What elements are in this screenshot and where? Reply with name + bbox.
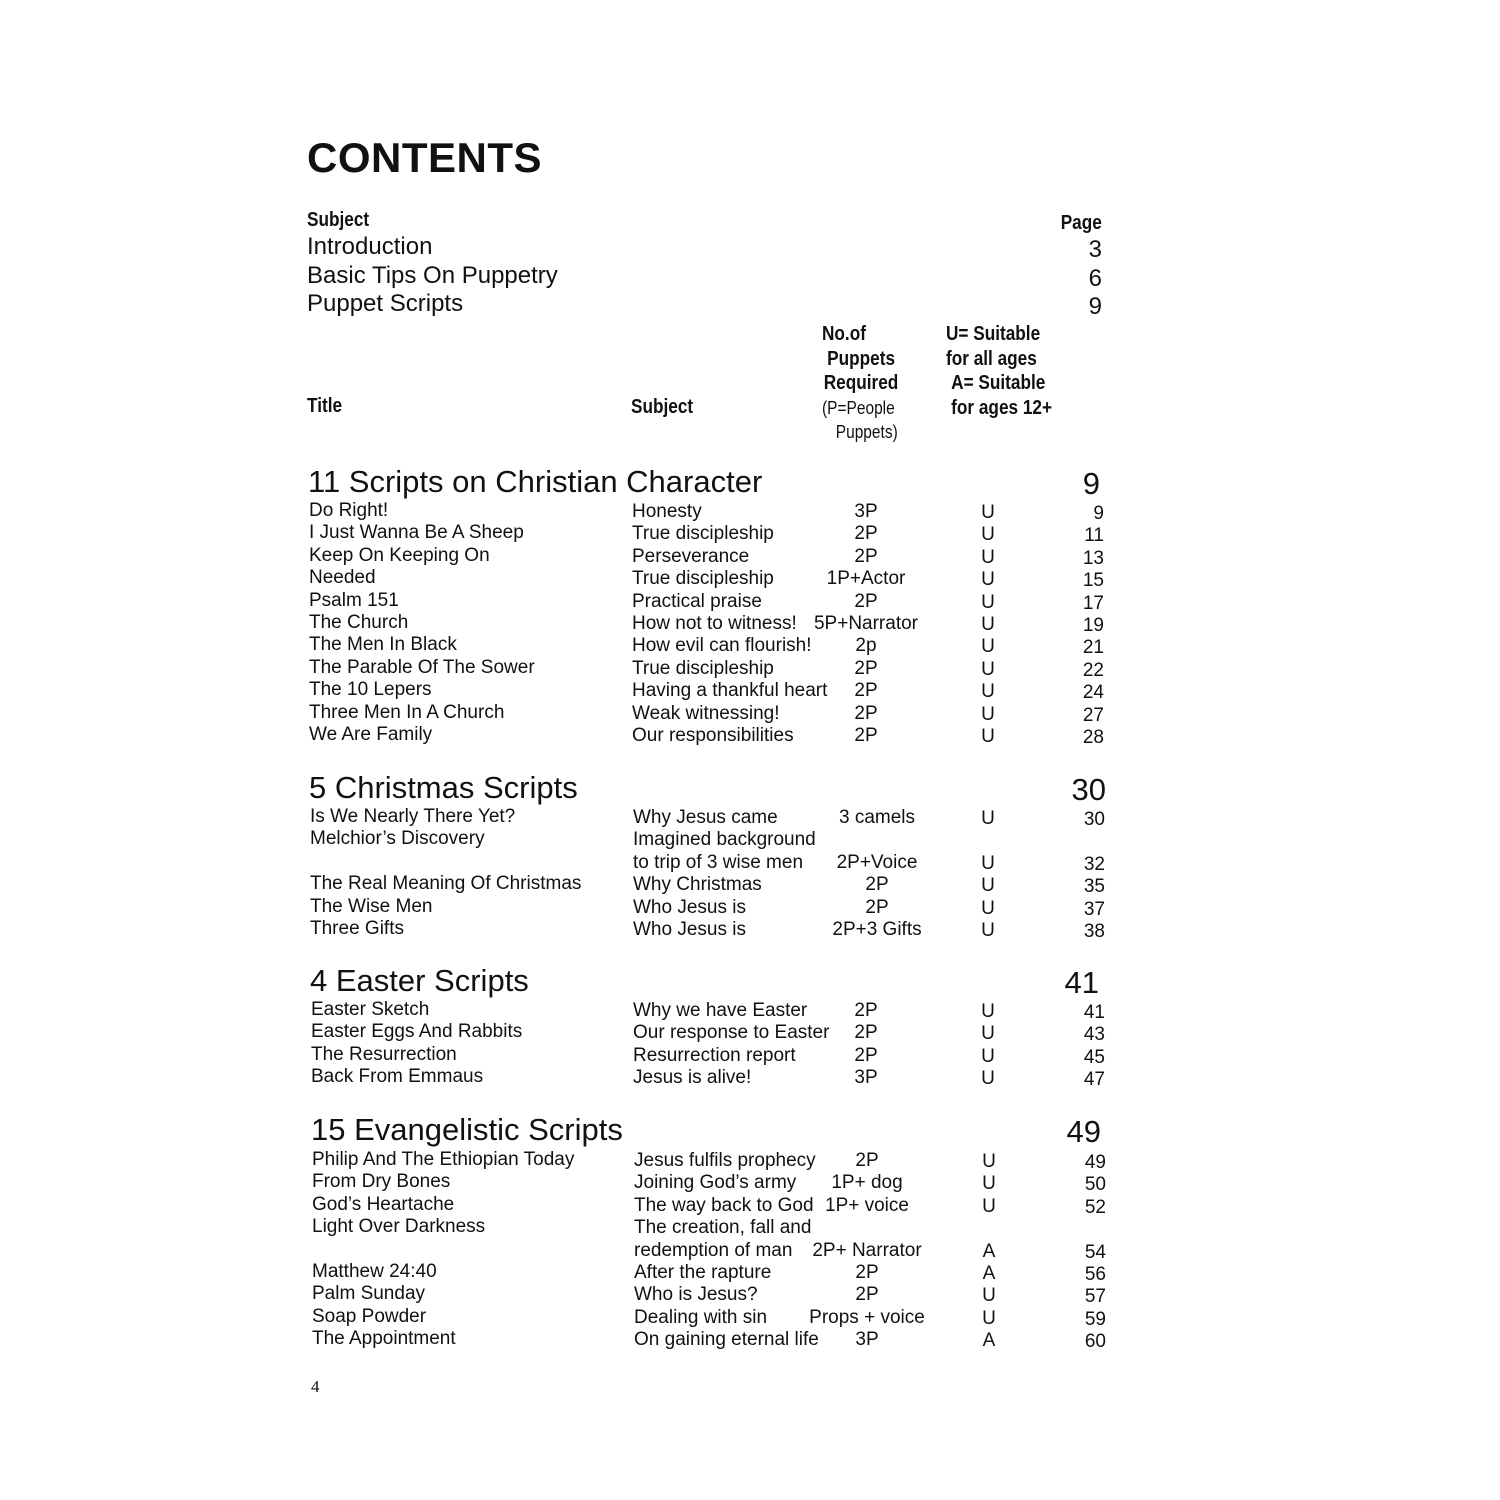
row-title: Three Gifts [310, 918, 404, 939]
row-subject: Honesty [632, 501, 702, 522]
row-title: The Wise Men [310, 896, 433, 917]
row-title: Philip And The Ethiopian Today [312, 1149, 575, 1170]
puppets-header-line: (P=People [822, 397, 895, 418]
row-title: Easter Sketch [311, 999, 430, 1020]
row-subject: How not to witness! [632, 613, 797, 634]
section-heading: 5 Christmas Scripts [309, 770, 578, 805]
row-title: Palm Sunday [312, 1283, 426, 1304]
row-suitability: U [981, 681, 995, 702]
row-suitability: U [981, 920, 995, 941]
subject-header: Subject [307, 209, 370, 231]
row-page: 45 [1083, 1047, 1105, 1068]
row-puppets: 3P [855, 1329, 879, 1350]
row-page: 43 [1083, 1024, 1105, 1045]
row-subject: Our responsibilities [632, 725, 794, 746]
row-page: 9 [1093, 503, 1104, 524]
suitability-header-line: U= Suitable [946, 323, 1041, 345]
page-title: CONTENTS [307, 134, 542, 181]
row-suitability: U [981, 547, 995, 568]
row-page: 49 [1084, 1152, 1106, 1173]
suitability-column-header [946, 322, 1052, 420]
row-suitability: A [982, 1241, 996, 1262]
row-page: 59 [1084, 1309, 1106, 1330]
row-title: Back From Emmaus [311, 1066, 484, 1087]
intro-item-page: 6 [1088, 265, 1102, 292]
row-suitability: U [982, 1308, 996, 1329]
row-title: The Church [309, 612, 409, 633]
row-page: 22 [1082, 660, 1104, 681]
row-subject: Jesus fulfils prophecy [634, 1150, 816, 1171]
row-subject: Resurrection report [633, 1045, 796, 1066]
row-suitability: U [981, 614, 995, 635]
row-title: Is We Nearly There Yet? [310, 806, 516, 827]
row-suitability: U [982, 1173, 996, 1194]
row-page: 52 [1084, 1197, 1106, 1218]
page-header: Page [1060, 212, 1102, 234]
section-heading: 11 Scripts on Christian Character [308, 464, 763, 499]
row-suitability: U [981, 808, 995, 829]
row-title: Melchior’s Discovery [310, 828, 485, 849]
suitability-header-line: for ages 12+ [951, 396, 1053, 419]
row-title: Three Men In A Church [309, 702, 505, 723]
row-subject: Who Jesus is [633, 897, 746, 918]
row-title: Keep On Keeping On [309, 545, 490, 566]
puppets-header-line: No.of [822, 323, 866, 345]
intro-item-label: Introduction [307, 233, 433, 260]
puppets-column-header [822, 322, 898, 445]
row-title: Psalm 151 [309, 590, 399, 611]
row-subject: True discipleship [632, 568, 774, 589]
row-page: 57 [1084, 1286, 1106, 1307]
subject-column-header: Subject [631, 396, 694, 418]
row-page: 19 [1082, 615, 1104, 636]
title-column-header: Title [307, 395, 343, 417]
row-page: 28 [1082, 727, 1104, 748]
row-puppets: 2P+ Narrator [812, 1240, 922, 1261]
row-subject: Perseverance [632, 546, 750, 567]
row-page: 13 [1082, 548, 1104, 569]
row-title: From Dry Bones [312, 1171, 451, 1192]
row-page: 35 [1083, 876, 1105, 897]
intro-item-label: Basic Tips On Puppetry [307, 262, 558, 289]
row-puppets: 2P+3 Gifts [832, 919, 922, 940]
row-puppets: 2P [854, 523, 878, 544]
row-title: Matthew 24:40 [312, 1261, 437, 1282]
row-page: 41 [1083, 1002, 1105, 1023]
row-title: Needed [309, 567, 376, 588]
section-page: 41 [1064, 965, 1099, 1000]
row-suitability: U [981, 1001, 995, 1022]
row-puppets: 2p [855, 635, 877, 656]
row-suitability: U [981, 875, 995, 896]
row-puppets: 2P [854, 680, 878, 701]
row-title: The Real Meaning Of Christmas [310, 873, 582, 894]
suitability-header-line: for all ages [946, 347, 1037, 370]
row-page: 32 [1083, 854, 1105, 875]
row-subject: Why we have Easter [633, 1000, 808, 1021]
row-puppets: 2P [854, 1000, 878, 1021]
row-subject: Imagined background [633, 829, 816, 850]
row-title: Light Over Darkness [312, 1216, 486, 1237]
row-puppets: 2P [855, 1150, 879, 1171]
puppets-header-line: Required [823, 372, 899, 394]
row-subject: How evil can flourish! [632, 635, 812, 656]
section-page: 49 [1066, 1114, 1101, 1149]
row-title: Easter Eggs And Rabbits [311, 1021, 523, 1042]
row-subject: Why Christmas [633, 874, 762, 895]
row-puppets: 2P+Voice [836, 852, 918, 873]
row-suitability: U [981, 592, 995, 613]
row-suitability: U [981, 704, 995, 725]
row-suitability: U [981, 853, 995, 874]
row-puppets: 2P [854, 658, 878, 679]
row-puppets: 2P [854, 1045, 878, 1066]
row-suitability: U [981, 1023, 995, 1044]
row-subject: Weak witnessing! [632, 703, 780, 724]
row-puppets: 2P [865, 897, 889, 918]
intro-item-page: 3 [1088, 236, 1102, 263]
section-page: 9 [1082, 466, 1100, 501]
row-puppets: 1P+ voice [825, 1195, 909, 1216]
row-suitability: U [981, 569, 995, 590]
row-puppets: 2P [854, 1022, 878, 1043]
row-suitability: U [981, 502, 995, 523]
row-subject: True discipleship [632, 658, 774, 679]
row-page: 30 [1083, 809, 1105, 830]
row-suitability: U [981, 898, 995, 919]
row-subject: Jesus is alive! [633, 1067, 752, 1088]
row-subject: After the rapture [634, 1262, 772, 1283]
row-puppets: 3 camels [838, 807, 916, 828]
row-title: The Resurrection [311, 1044, 457, 1065]
row-suitability: U [981, 659, 995, 680]
row-title: I Just Wanna Be A Sheep [309, 522, 524, 543]
row-subject: Who Jesus is [633, 919, 746, 940]
row-title: The 10 Lepers [309, 679, 432, 700]
row-subject: The way back to God [634, 1195, 814, 1216]
row-puppets: 2P [854, 725, 878, 746]
row-suitability: U [982, 1151, 996, 1172]
row-puppets: 2P [865, 874, 889, 895]
row-suitability: U [982, 1196, 996, 1217]
row-page: 56 [1084, 1264, 1106, 1285]
section-heading: 4 Easter Scripts [310, 963, 529, 998]
row-suitability: U [981, 636, 995, 657]
row-subject: On gaining eternal life [634, 1329, 819, 1350]
row-page: 17 [1082, 593, 1104, 614]
row-puppets: 3P [854, 501, 878, 522]
row-title: Do Right! [309, 500, 389, 521]
row-suitability: A [982, 1330, 996, 1351]
row-subject: True discipleship [632, 523, 774, 544]
row-title: We Are Family [309, 724, 433, 745]
row-puppets: 2P [855, 1262, 879, 1283]
row-subject: Practical praise [632, 591, 762, 612]
puppets-header-line: Puppets [827, 347, 896, 370]
row-suitability: U [981, 726, 995, 747]
row-subject: Why Jesus came [633, 807, 778, 828]
row-suitability: A [982, 1263, 996, 1284]
row-page: 21 [1082, 637, 1104, 658]
row-subject: Having a thankful heart [632, 680, 828, 701]
row-suitability: U [981, 524, 995, 545]
row-title: Soap Powder [312, 1306, 427, 1327]
row-puppets: 1P+Actor [826, 568, 906, 589]
intro-item-label: Puppet Scripts [307, 290, 464, 317]
row-page: 15 [1082, 570, 1104, 591]
row-puppets: 1P+ dog [831, 1172, 903, 1193]
section-heading: 15 Evangelistic Scripts [311, 1112, 623, 1147]
row-puppets: 2P [854, 591, 878, 612]
row-page: 37 [1083, 899, 1105, 920]
row-suitability: U [982, 1285, 996, 1306]
row-page: 27 [1082, 705, 1104, 726]
row-puppets: 2P [854, 703, 878, 724]
row-suitability: U [981, 1068, 995, 1089]
row-subject: redemption of man [634, 1240, 793, 1261]
row-puppets: 2P [855, 1284, 879, 1305]
section-page: 30 [1071, 772, 1106, 807]
suitability-header-line: A= Suitable [951, 372, 1046, 394]
row-page: 24 [1082, 682, 1104, 703]
puppets-header-line: Puppets) [835, 422, 898, 442]
row-title: The Men In Black [309, 634, 457, 655]
row-puppets: 3P [854, 1067, 878, 1088]
footer-page-number: 4 [311, 1377, 320, 1396]
row-puppets: 5P+Narrator [813, 613, 919, 634]
row-puppets: 2P [854, 546, 878, 567]
row-title: The Parable Of The Sower [309, 657, 535, 678]
intro-item-page: 9 [1088, 293, 1102, 320]
row-page: 60 [1084, 1331, 1106, 1352]
row-subject: Who is Jesus? [634, 1284, 758, 1305]
row-page: 38 [1083, 921, 1105, 942]
row-title: The Appointment [312, 1328, 456, 1349]
row-subject: Joining God’s army [634, 1172, 797, 1193]
row-page: 47 [1083, 1069, 1105, 1090]
row-subject: Dealing with sin [634, 1307, 768, 1328]
row-page: 11 [1084, 525, 1104, 546]
row-page: 54 [1084, 1242, 1106, 1263]
row-subject: Our response to Easter [633, 1022, 830, 1043]
row-subject: The creation, fall and [634, 1217, 812, 1238]
row-title: God’s Heartache [312, 1194, 455, 1215]
row-puppets: Props + voice [809, 1307, 925, 1328]
row-suitability: U [981, 1046, 995, 1067]
row-page: 50 [1084, 1174, 1106, 1195]
row-subject: to trip of 3 wise men [633, 852, 804, 873]
